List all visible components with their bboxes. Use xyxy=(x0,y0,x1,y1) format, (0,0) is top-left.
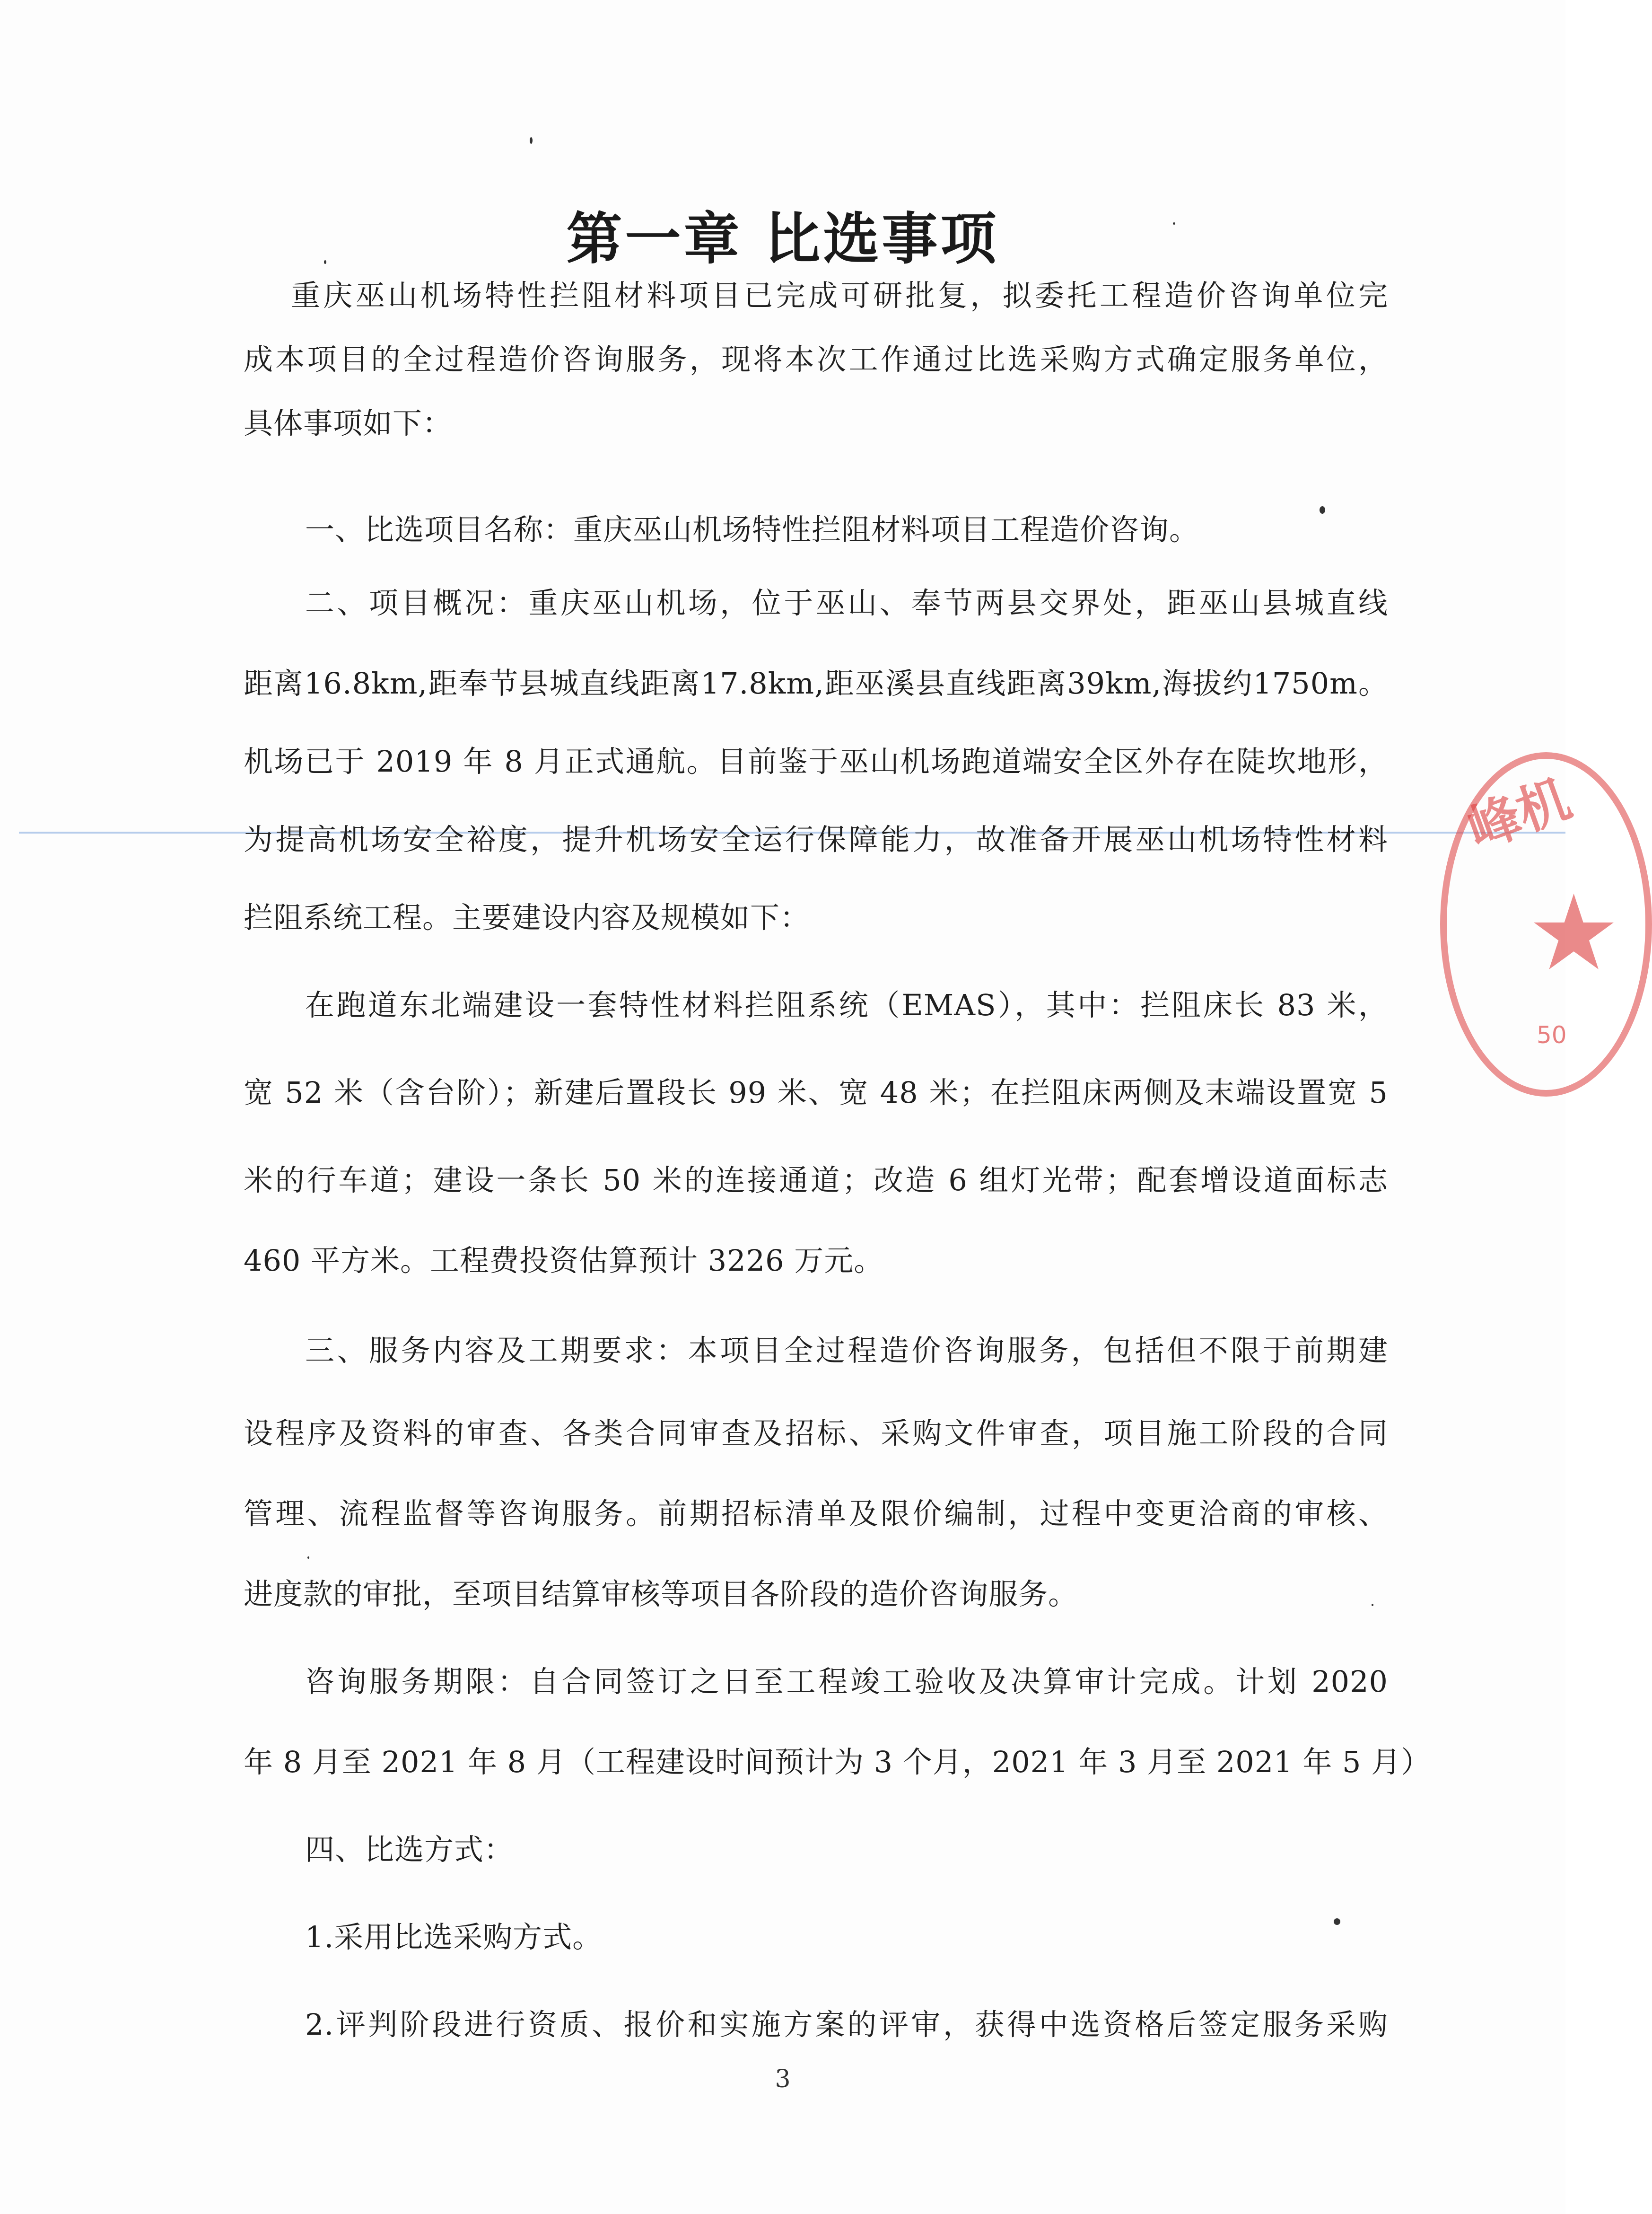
scan-speck xyxy=(530,137,533,144)
seal-number: 50 xyxy=(1537,1021,1567,1049)
chapter-title: 第一章 比选事项 xyxy=(566,206,999,272)
paragraph-line: 米的行车道；建设一条长 50 米的连接通道；改造 6 组灯光带；配套增设道面标志 xyxy=(244,1163,1388,1197)
paragraph-line: 2.评判阶段进行资质、报价和实施方案的评审，获得中选资格后签定服务采购 xyxy=(305,2007,1388,2042)
paragraph-line: 1.采用比选采购方式。 xyxy=(305,1920,603,1954)
paragraph-line: 二、项目概况：重庆巫山机场，位于巫山、奉节两县交界处，距巫山县城直线 xyxy=(305,586,1388,620)
paragraph-line: 进度款的审批，至项目结算审核等项目各阶段的造价咨询服务。 xyxy=(244,1577,1078,1611)
paragraph-line: 460 平方米。工程费投资估算预计 3226 万元。 xyxy=(244,1243,884,1278)
paragraph-line: 机场已于 2019 年 8 月正式通航。目前鉴于巫山机场跑道端安全区外存在陡坎地形， xyxy=(244,744,1388,779)
paragraph-line: 设程序及资料的审查、各类合同审查及招标、采购文件审查，项目施工阶段的合同 xyxy=(244,1416,1388,1450)
paragraph-line: 具体事项如下： xyxy=(244,406,453,440)
paragraph-line: 一、比选项目名称：重庆巫山机场特性拦阻材料项目工程造价咨询。 xyxy=(305,512,1199,547)
paragraph-line: 重庆巫山机场特性拦阻材料项目已完成可研批复，拟委托工程造价咨询单位完 xyxy=(291,278,1388,313)
paragraph-line: 宽 52 米（含台阶）；新建后置段长 99 米、宽 48 米；在拦阻床两侧及末端设置宽 5 xyxy=(244,1075,1388,1110)
seal-star-icon: ★ xyxy=(1527,872,1621,993)
paragraph-line: 咨询服务期限：自合同签订之日至工程竣工验收及决算审计完成。计划 2020 xyxy=(305,1664,1388,1699)
seal-text: 峰机 xyxy=(1460,767,1579,861)
paragraph-line: 三、服务内容及工期要求：本项目全过程造价咨询服务，包括但不限于前期建 xyxy=(305,1333,1388,1368)
paragraph-line: 成本项目的全过程造价咨询服务，现将本次工作通过比选采购方式确定服务单位， xyxy=(244,342,1388,377)
paragraph-line: 距离16.8km,距奉节县城直线距离17.8km,距巫溪县直线距离39km,海拔约1750m。 xyxy=(244,666,1388,701)
paragraph-line: 年 8 月至 2021 年 8 月（工程建设时间预计为 3 个月，2021 年 3 月至 2021 年 5 月） xyxy=(244,1745,1431,1779)
paragraph-line: 四、比选方式： xyxy=(305,1832,514,1867)
red-seal xyxy=(1440,752,1652,1097)
paragraph-line: 拦阻系统工程。主要建设内容及规模如下： xyxy=(244,900,810,935)
paragraph-line: 在跑道东北端建设一套特性材料拦阻系统（EMAS），其中：拦阻床长 83 米， xyxy=(305,988,1388,1022)
page-number: 3 xyxy=(775,2065,791,2093)
scan-speck xyxy=(307,1556,309,1559)
paragraph-line: 管理、流程监督等咨询服务。前期招标清单及限价编制，过程中变更洽商的审核、 xyxy=(244,1496,1388,1531)
paragraph-line: 为提高机场安全裕度，提升机场安全运行保障能力，故准备开展巫山机场特性材料 xyxy=(244,822,1388,857)
